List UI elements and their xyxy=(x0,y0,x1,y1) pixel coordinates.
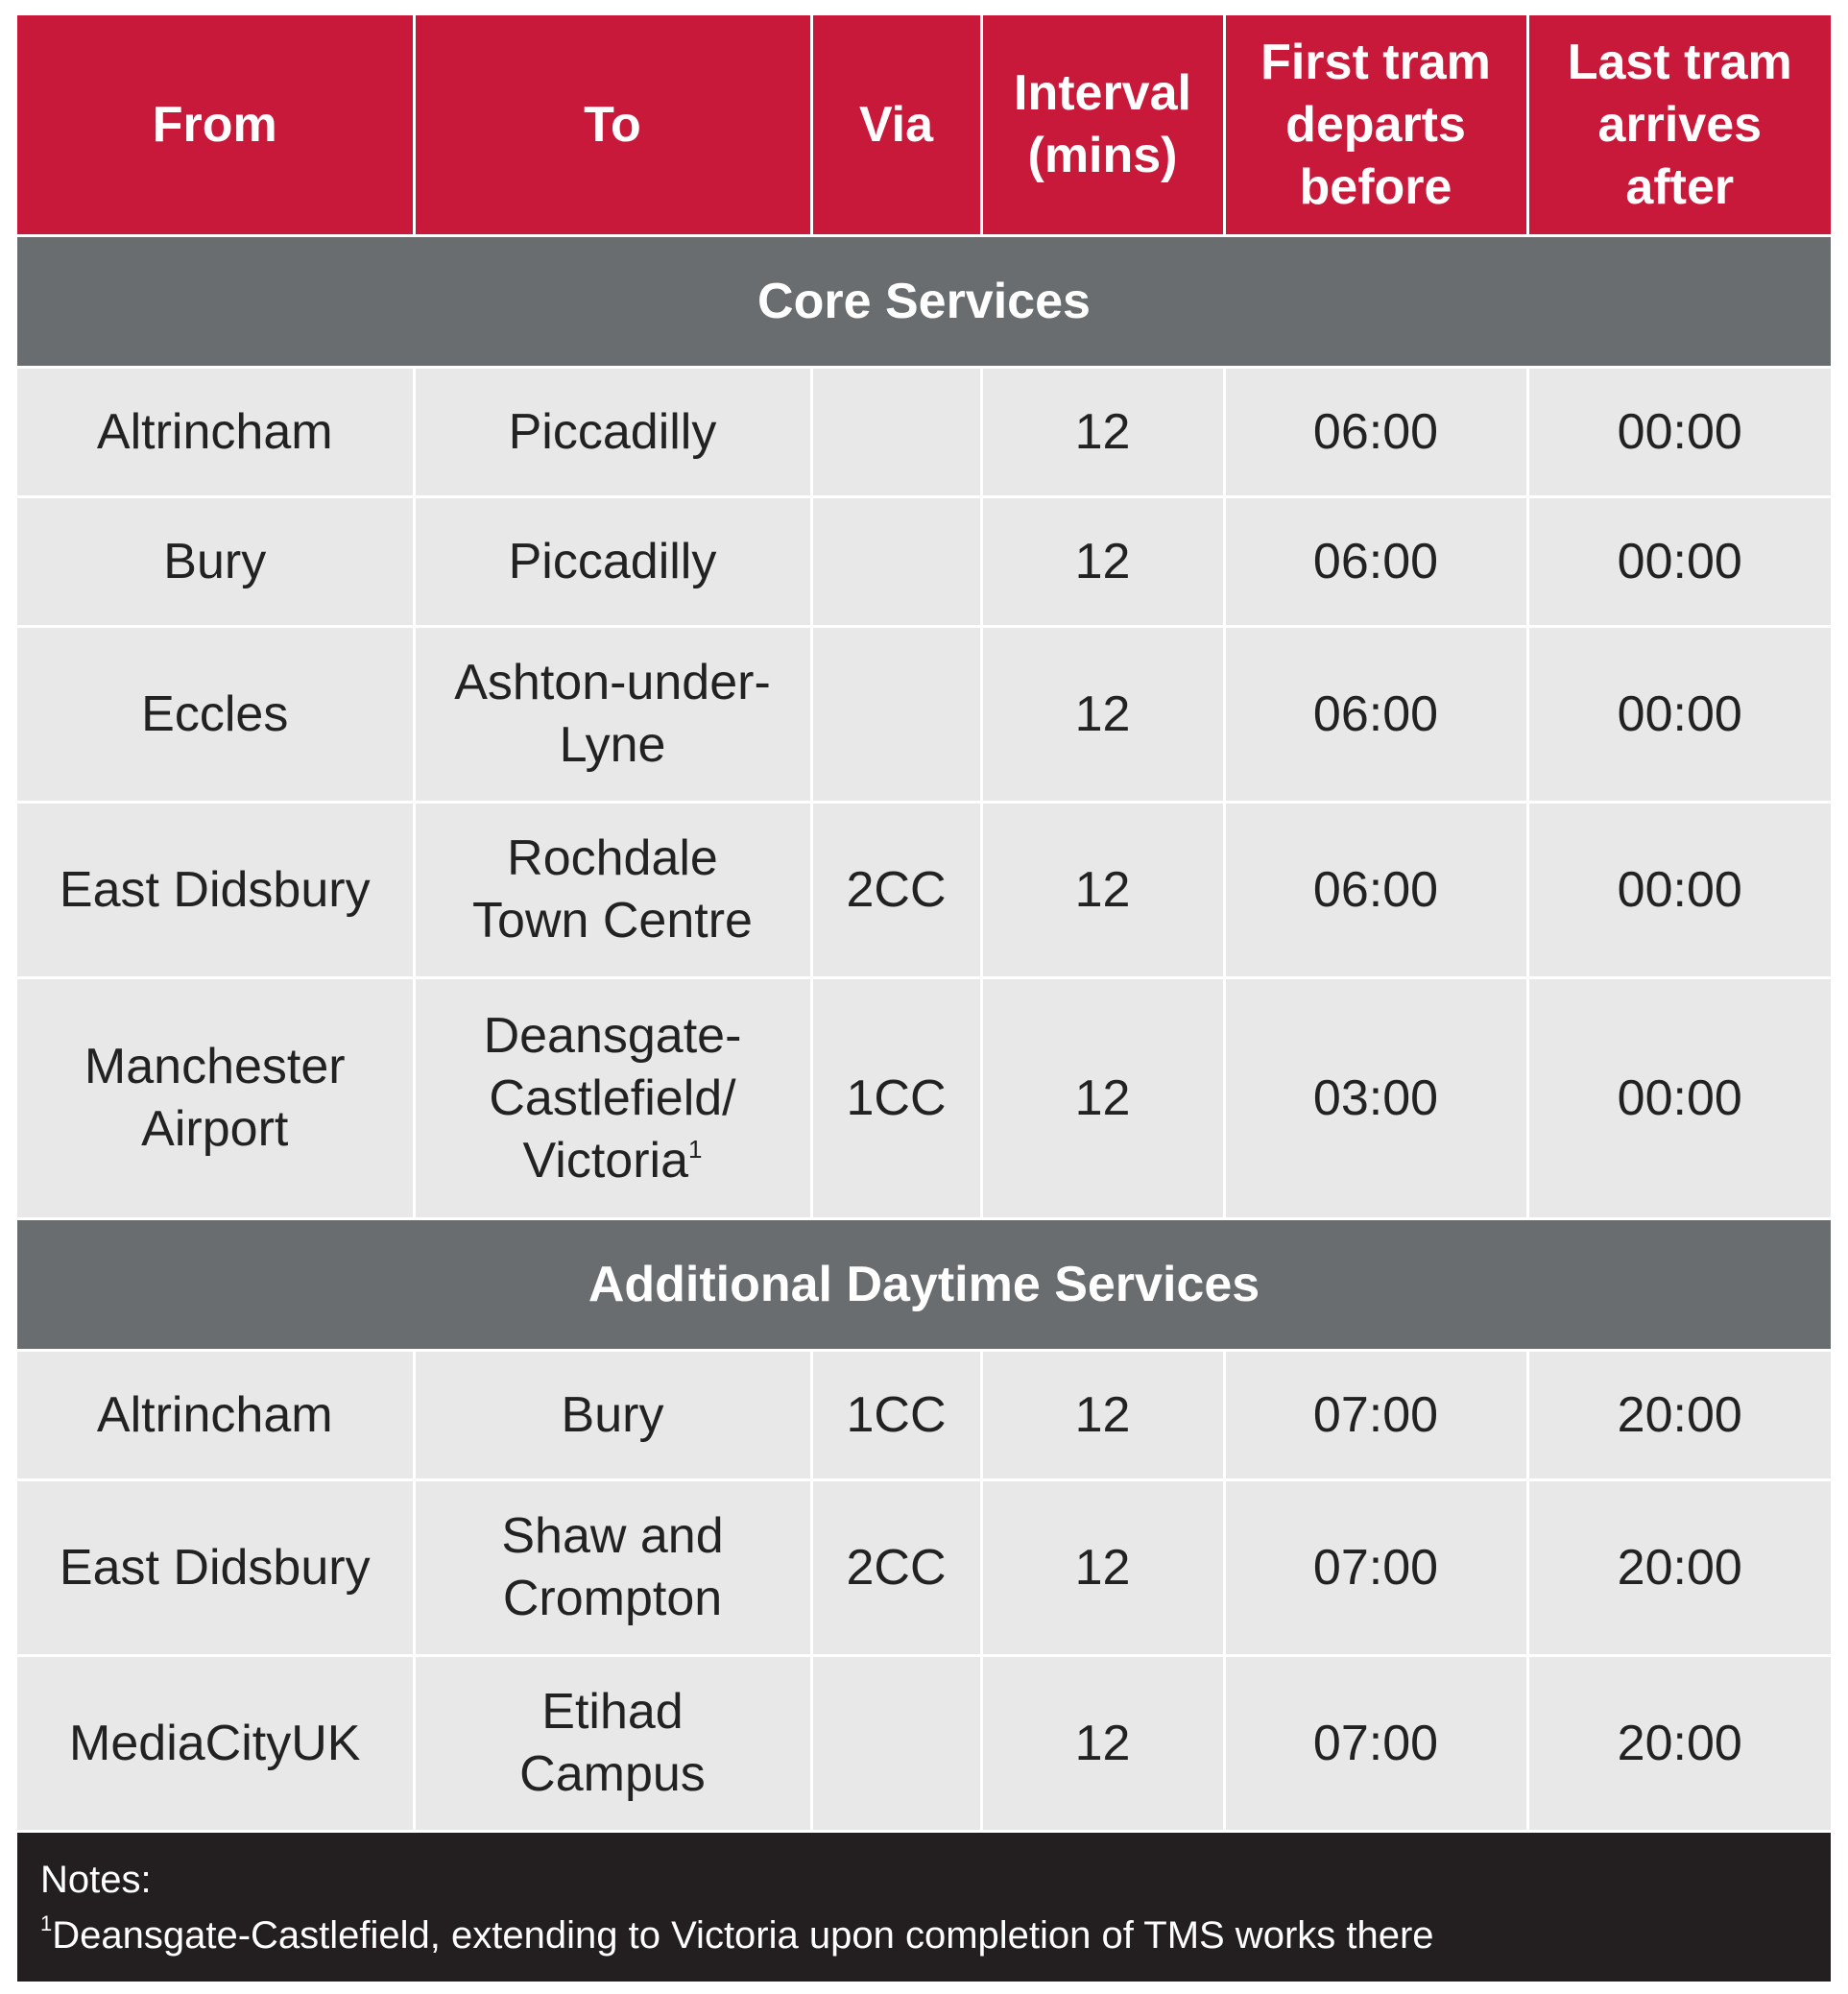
cell-to-line: Piccadilly xyxy=(508,533,717,589)
cell-interval: 12 xyxy=(981,1656,1224,1831)
header-last-line3: after xyxy=(1625,158,1735,215)
table-header-row xyxy=(17,15,1831,236)
cell-interval: 12 xyxy=(981,978,1224,1219)
cell-first-tram: 06:00 xyxy=(1224,497,1527,627)
timetable-table xyxy=(17,15,1831,1830)
cell-from-line: Eccles xyxy=(141,685,289,742)
cell-to xyxy=(414,1480,811,1656)
section-header-row xyxy=(17,236,1831,368)
cell-first-tram: 06:00 xyxy=(1224,803,1527,978)
cell-from xyxy=(17,803,414,978)
header-last-line1: Last tram xyxy=(1567,34,1792,90)
cell-last-tram: 00:00 xyxy=(1527,627,1831,803)
cell-to-line: Piccadilly xyxy=(508,403,717,460)
cell-to-line: Shaw and xyxy=(501,1508,724,1564)
table-row xyxy=(17,1656,1831,1831)
cell-from-line: Altrincham xyxy=(96,403,333,460)
cell-via xyxy=(811,627,981,803)
header-last-line2: arrives xyxy=(1597,96,1763,153)
cell-to-line: Ashton-under- xyxy=(454,655,771,710)
cell-from xyxy=(17,627,414,803)
cell-first-tram: 03:00 xyxy=(1224,978,1527,1219)
notes-footnote xyxy=(40,1908,1831,1963)
cell-last-tram: 00:00 xyxy=(1527,978,1831,1219)
header-interval xyxy=(981,15,1224,236)
cell-to-line: Etihad xyxy=(541,1684,684,1740)
cell-to xyxy=(414,803,811,978)
section-title: Additional Daytime Services xyxy=(17,1219,1831,1351)
cell-to xyxy=(414,978,811,1219)
cell-from xyxy=(17,978,414,1219)
cell-to-line: Campus xyxy=(519,1746,706,1802)
header-first-line1: First tram xyxy=(1260,34,1491,90)
table-row xyxy=(17,1480,1831,1656)
cell-first-tram: 06:00 xyxy=(1224,368,1527,497)
cell-last-tram: 00:00 xyxy=(1527,368,1831,497)
cell-to-line: Victoria xyxy=(522,1132,688,1189)
footnote-text: Deansgate-Castlefield, extending to Victoria upon completion of TMS works there xyxy=(52,1914,1434,1957)
cell-to xyxy=(414,497,811,627)
cell-last-tram: 20:00 xyxy=(1527,1351,1831,1480)
cell-from xyxy=(17,1351,414,1480)
footnote-mark: 1 xyxy=(40,1911,53,1935)
cell-last-tram: 20:00 xyxy=(1527,1480,1831,1656)
cell-via xyxy=(811,368,981,497)
cell-interval: 12 xyxy=(981,803,1224,978)
table-row xyxy=(17,627,1831,803)
cell-via: 2CC xyxy=(811,803,981,978)
cell-to xyxy=(414,627,811,803)
cell-from-line: Manchester xyxy=(84,1039,346,1094)
cell-from-line: MediaCityUK xyxy=(69,1715,361,1771)
cell-to xyxy=(414,368,811,497)
cell-to-line: Rochdale xyxy=(507,830,718,886)
cell-to-line: Town Centre xyxy=(472,893,753,949)
tram-timetable xyxy=(17,15,1831,1982)
cell-from xyxy=(17,368,414,497)
notes-panel xyxy=(17,1830,1831,1982)
cell-interval: 12 xyxy=(981,1351,1224,1480)
cell-to-line: Crompton xyxy=(502,1571,723,1626)
cell-interval: 12 xyxy=(981,497,1224,627)
cell-via: 1CC xyxy=(811,978,981,1219)
cell-from xyxy=(17,497,414,627)
cell-via: 1CC xyxy=(811,1351,981,1480)
cell-from-line: Airport xyxy=(141,1101,289,1157)
cell-to xyxy=(414,1351,811,1480)
cell-to-line: Deansgate- xyxy=(483,1007,742,1064)
header-first-line3: before xyxy=(1299,158,1452,215)
header-first-tram xyxy=(1224,15,1527,236)
notes-heading: Notes: xyxy=(40,1859,152,1901)
cell-first-tram: 06:00 xyxy=(1224,627,1527,803)
header-last-tram xyxy=(1527,15,1831,236)
table-row xyxy=(17,497,1831,627)
cell-interval: 12 xyxy=(981,368,1224,497)
section-header-row xyxy=(17,1219,1831,1351)
cell-via xyxy=(811,497,981,627)
cell-from-line: East Didsbury xyxy=(59,1539,371,1596)
header-first-line2: departs xyxy=(1285,96,1466,153)
cell-last-tram: 00:00 xyxy=(1527,803,1831,978)
section-title: Core Services xyxy=(17,236,1831,368)
header-interval-line2: (mins) xyxy=(1027,128,1178,183)
header-to: To xyxy=(414,15,811,236)
cell-to-line: Castlefield/ xyxy=(489,1069,736,1126)
table-row xyxy=(17,1351,1831,1480)
cell-from xyxy=(17,1480,414,1656)
table-row xyxy=(17,803,1831,978)
cell-first-tram: 07:00 xyxy=(1224,1351,1527,1480)
header-interval-line1: Interval xyxy=(1014,65,1191,121)
cell-last-tram: 00:00 xyxy=(1527,497,1831,627)
cell-via xyxy=(811,1656,981,1831)
cell-from-line: Bury xyxy=(163,533,267,589)
cell-from-line: East Didsbury xyxy=(59,861,371,918)
cell-interval: 12 xyxy=(981,627,1224,803)
cell-interval: 12 xyxy=(981,1480,1224,1656)
table-row xyxy=(17,368,1831,497)
cell-to xyxy=(414,1656,811,1831)
cell-first-tram: 07:00 xyxy=(1224,1480,1527,1656)
header-via: Via xyxy=(811,15,981,236)
timetable-body xyxy=(17,236,1831,1831)
cell-first-tram: 07:00 xyxy=(1224,1656,1527,1831)
cell-to-line: Lyne xyxy=(559,717,666,773)
header-from: From xyxy=(17,15,414,236)
cell-last-tram: 20:00 xyxy=(1527,1656,1831,1831)
cell-to-line: Bury xyxy=(561,1386,664,1443)
table-row xyxy=(17,978,1831,1219)
footnote-ref: 1 xyxy=(687,1134,703,1164)
cell-from-line: Altrincham xyxy=(96,1386,333,1443)
cell-from xyxy=(17,1656,414,1831)
cell-via: 2CC xyxy=(811,1480,981,1656)
